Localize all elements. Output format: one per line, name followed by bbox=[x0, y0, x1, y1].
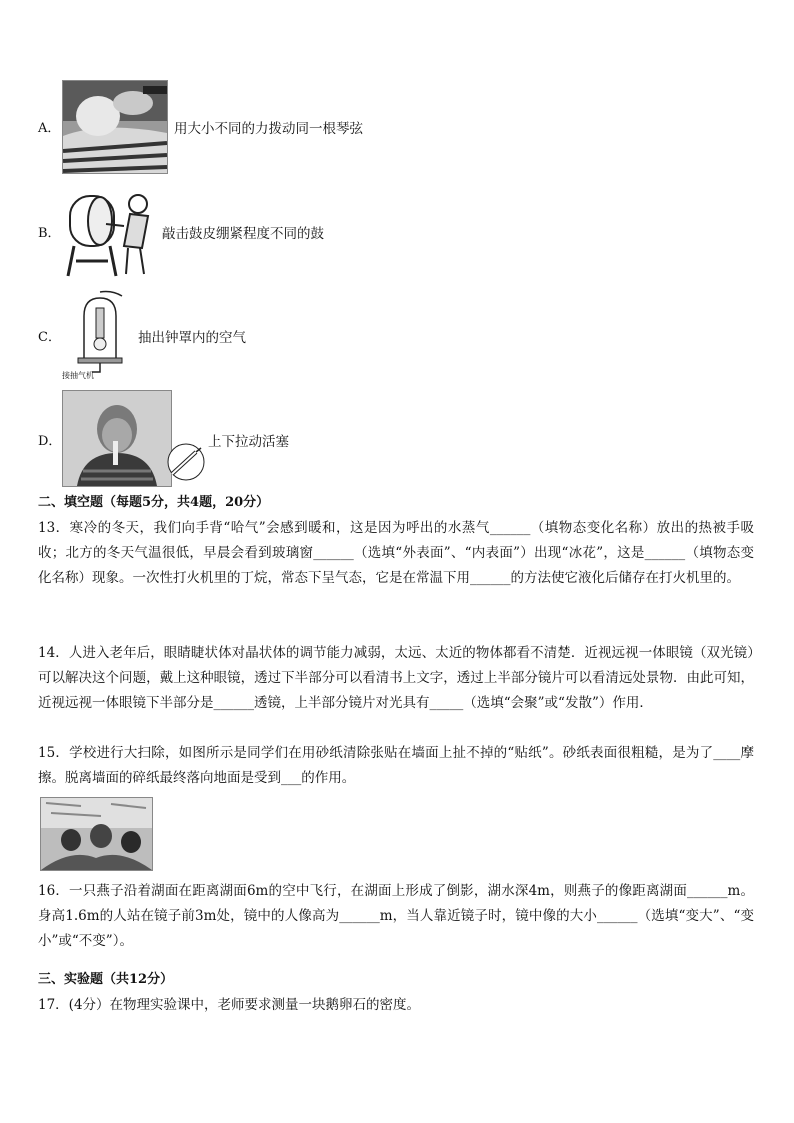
bell-jar-caption: 接抽气机 bbox=[62, 371, 94, 380]
question-16: 16．一只燕子沿着湖面在距离湖面6m的空中飞行，在湖面上形成了倒影，湖水深4m，则燕子的像距离湖面______m。身高1.6m的人站在镜子前3m处，镜中的人像高为______m，当人靠近镜子时，镜中像的大小______（选填“变大”、“变小”或“不变”）。 bbox=[38, 883, 754, 949]
option-b-label: B． bbox=[38, 226, 61, 241]
question-17: 17．(4分）在物理实验课中，老师要求测量一块鹅卵石的密度。 bbox=[38, 997, 421, 1013]
section-3-title: 三、实验题（共12分） bbox=[38, 972, 174, 987]
question-15: 15．学校进行大扫除，如图所示是同学们在用砂纸清除张贴在墙面上扯不掉的“贴纸”。砂纸表面很粗糙，是为了____摩擦。脱离墙面的碎纸最终落向地面是受到___的作用。 bbox=[38, 745, 754, 786]
drum-drawing-icon bbox=[62, 186, 156, 278]
option-c-label: C． bbox=[38, 330, 61, 345]
bell-jar-drawing-icon bbox=[62, 288, 134, 382]
syringe-icon bbox=[166, 442, 206, 482]
guitar-photo-icon bbox=[62, 80, 168, 174]
option-a-label: A． bbox=[38, 121, 61, 136]
option-c-text: 抽出钟罩内的空气 bbox=[138, 330, 246, 346]
question-14: 14．人进入老年后，眼睛睫状体对晶状体的调节能力减弱，太远、太近的物体都看不清楚．近视远视一体眼镜（双光镜）可以解决这个问题，戴上这种眼镜，透过下半部分可以看清书上文字，透过上半部分镜片可以看清远处景物．由此可知，近视远视一体眼镜下半部分是______透镜，上半部分镜片对光具有_____（选填“会聚”或“发散”）作用． bbox=[38, 645, 754, 711]
cleaning-photo-icon bbox=[40, 797, 153, 871]
option-a-text: 用大小不同的力拨动同一根琴弦 bbox=[174, 121, 363, 137]
section-2-title: 二、填空题（每题5分，共4题，20分） bbox=[38, 495, 270, 510]
option-d-label: D． bbox=[38, 434, 62, 449]
option-d-text: 上下拉动活塞 bbox=[208, 434, 289, 450]
question-13: 13．寒冷的冬天，我们向手背“哈气”会感到暖和，这是因为呼出的水蒸气______（填物态变化名称）放出的热被手吸收；北方的冬天气温很低，早晨会看到玻璃窗______（选填“外表面”、“内表面”）出现“冰花”，这是______（填物态变化名称）现象。一次性打火机里的丁烷，常态下呈气态，它是在常温下用______的方法使它液化后储存在打火机里的。 bbox=[38, 520, 754, 586]
boy-whistle-photo-icon bbox=[62, 390, 172, 487]
option-b-text: 敲击鼓皮绷紧程度不同的鼓 bbox=[162, 226, 324, 242]
